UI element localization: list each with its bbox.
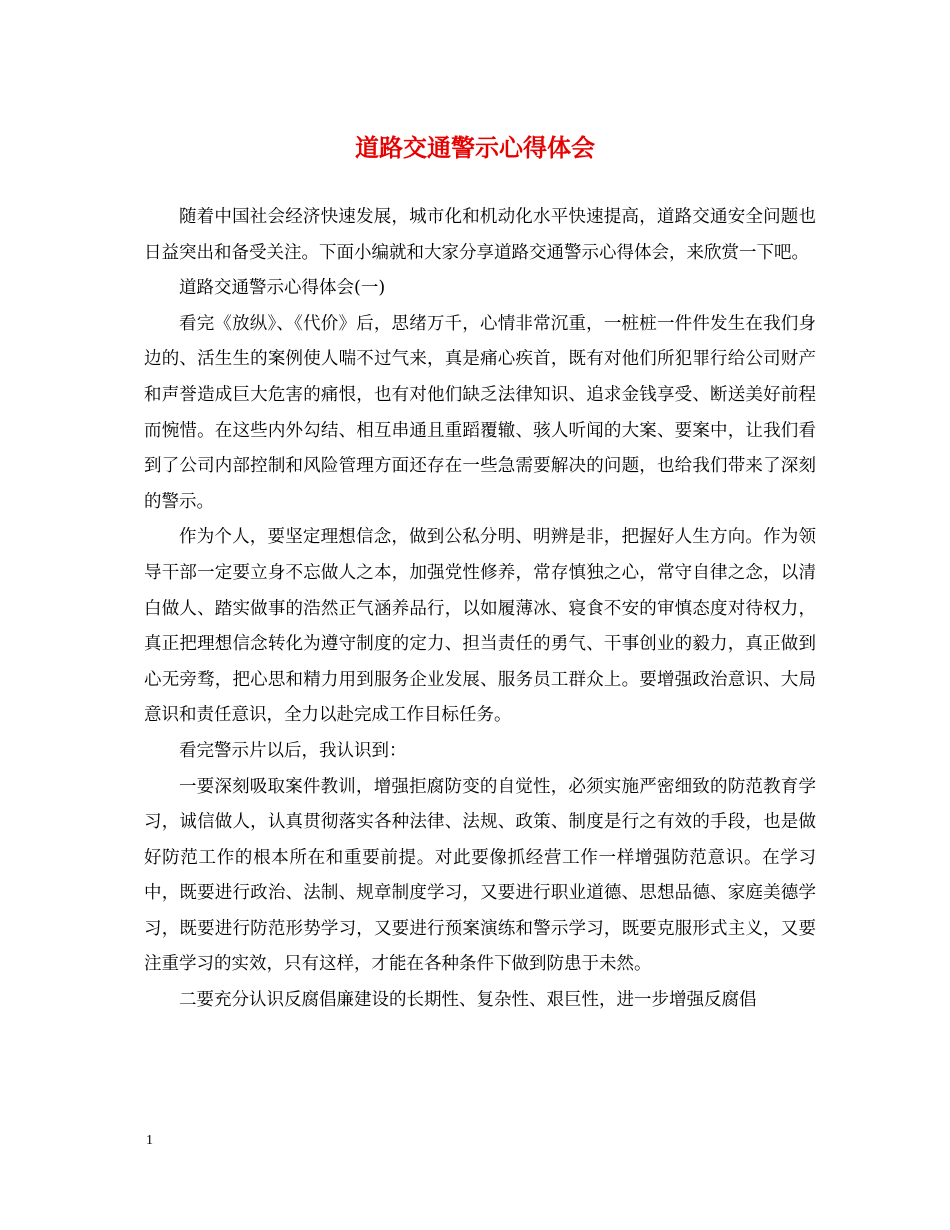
- paragraph-section-heading: 道路交通警示心得体会(一): [179, 278, 386, 299]
- paragraph-point-one: 一要深刻吸取案件教训，增强拒腐防变的自觉性，必须实施严密细致的防范教育学习，诚信做人，认真贯彻落实各种法律、法规、政策、制度是行之有效的手段，也是做好防范工作的根本所在和重要前提。对此要像抓经营工作一样增强防范意识。在学习中，既要进行政治、法制、规章制度学习，又要进行职业道德、思想品德、家庭美德学习，既要进行防范形势学习，又要进行预案演练和警示学习，既要克服形式主义，又要注重学习的实效，只有这样，才能在各种条件下做到防患于未然。: [144, 776, 816, 975]
- paragraph-realization: 看完警示片以后，我认识到：: [179, 740, 407, 761]
- document-body: [144, 200, 816, 1019]
- document-title: 道路交通警示心得体会: [355, 133, 595, 162]
- paragraph-intro: 随着中国社会经济快速发展，城市化和机动化水平快速提高，道路交通安全问题也日益突出和备受关注。下面小编就和大家分享道路交通警示心得体会，来欣赏一下吧。: [144, 207, 816, 263]
- paragraph-personal: 作为个人，要坚定理想信念，做到公私分明、明辨是非，把握好人生方向。作为领导干部一定要立身不忘做人之本，加强党性修养，常存慎独之心，常守自律之念，以清白做人、踏实做事的浩然正气涵养品行，以如履薄冰、寝食不安的审慎态度对待权力，真正把理想信念转化为遵守制度的定力、担当责任的勇气、干事创业的毅力，真正做到心无旁骛，把心思和精力用到服务企业发展、服务员工群众上。要增强政治意识、大局意识和责任意识，全力以赴完成工作目标任务。: [144, 527, 816, 726]
- paragraph-point-two: 二要充分认识反腐倡廉建设的长期性、复杂性、艰巨性，进一步增强反腐倡: [179, 990, 757, 1011]
- page-number: 1: [146, 1133, 153, 1148]
- paragraph-reflection: 看完《放纵》、《代价》后，思绪万千，心情非常沉重，一桩桩一件件发生在我们身边的、活生生的案例使人喘不过气来，真是痛心疾首，既有对他们所犯罪行给公司财产和声誉造成巨大危害的痛恨，也有对他们缺乏法律知识、追求金钱享受、断送美好前程而惋惜。在这些内外勾结、相互串通且重蹈覆辙、骇人听闻的大案、要案中，让我们看到了公司内部控制和风险管理方面还存在一些急需要解决的问题，也给我们带来了深刻的警示。: [144, 313, 816, 512]
